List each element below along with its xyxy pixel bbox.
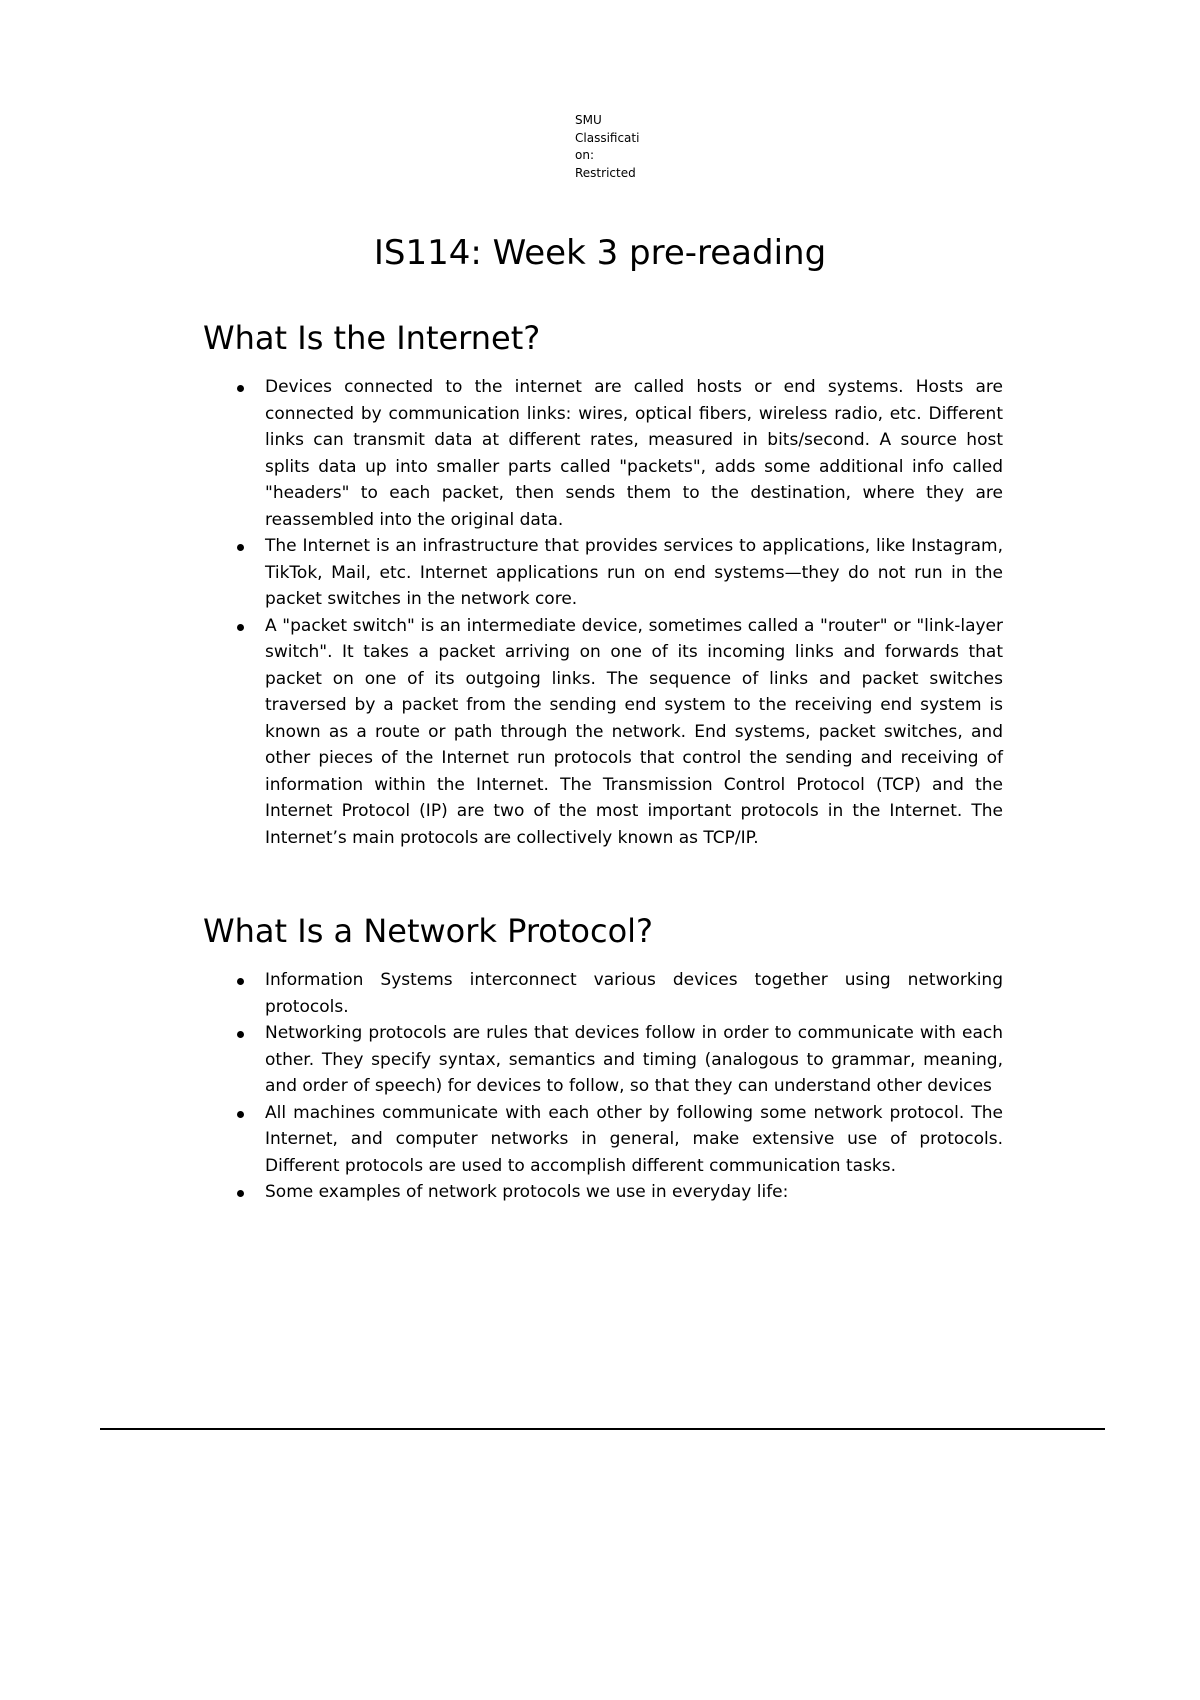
list-item-text: A "packet switch" is an intermediate device, sometimes called a "router" or "link-layer switch". It takes a packet arriving on one of its incoming links and forwards that packet on one of its outgoing links. The sequence of links and packet switches traversed by a packet from the sending end system to the receiving end system is known as a route or path through the network. End systems, packet switches, and other pieces of the Internet run protocols that control the sending and receiving of information within the Internet. The Transmission Control Protocol (TCP) and the Internet Protocol (IP) are two of the most important protocols in the Internet. The Internet’s main protocols are collectively known as TCP/IP. bbox=[265, 615, 1003, 848]
list-item-text: Information Systems interconnect various devices together using networking protocols. bbox=[265, 970, 1003, 1017]
list-item bbox=[237, 1179, 1003, 1206]
list-item-text: The Internet is an infrastructure that provides services to applications, like Instagram, TikTok, Mail, etc. Internet applications run on end systems—they do not run in the packet switches in the network core. bbox=[265, 536, 1003, 609]
classification-line: SMU bbox=[575, 113, 602, 127]
list-item-text: All machines communicate with each other by following some network protocol. The Internet, and computer networks in general, make extensive use of protocols. Different protocols are used to accomplish different communication tasks. bbox=[265, 1102, 1003, 1176]
bullet-icon bbox=[237, 1031, 244, 1038]
classification-label bbox=[575, 112, 645, 182]
classification-line: Restricted bbox=[575, 165, 636, 180]
bullet-icon bbox=[237, 544, 244, 551]
bullet-list-internet bbox=[237, 374, 1003, 851]
list-item bbox=[237, 374, 1003, 533]
list-item-text: Networking protocols are rules that devices follow in order to communicate with each other. They specify syntax, semantics and timing (analogous to grammar, meaning, and order of speech) for devices to follow, so that they can understand other devices bbox=[265, 1023, 1003, 1096]
list-item-text: Devices connected to the internet are called hosts or end systems. Hosts are connected by communication links: wires, optical fibers, wireless radio, etc. Different links can transmit data at different rates, measured in bits/second. A source host splits data up into smaller parts called "packets", adds some additional info called "headers" to each packet, then sends them to the destination, where they are reassembled into the original data. bbox=[265, 377, 1003, 530]
classification-line: on: bbox=[575, 148, 594, 162]
list-item bbox=[237, 1100, 1003, 1180]
bullet-icon bbox=[237, 624, 244, 631]
footer-divider bbox=[100, 1428, 1105, 1430]
list-item bbox=[237, 533, 1003, 613]
bullet-icon bbox=[237, 1190, 244, 1197]
list-item-text: Some examples of network protocols we use in everyday life: bbox=[265, 1182, 789, 1202]
bullet-icon bbox=[237, 1111, 244, 1118]
list-item bbox=[237, 613, 1003, 852]
document-title: IS114: Week 3 pre-reading bbox=[373, 233, 827, 273]
classification-line: Classificati bbox=[575, 130, 640, 145]
list-item bbox=[237, 1020, 1003, 1100]
bullet-list-protocol bbox=[237, 967, 1003, 1206]
bullet-icon bbox=[237, 385, 244, 392]
list-item bbox=[237, 967, 1003, 1020]
section-heading-internet: What Is the Internet? bbox=[203, 319, 541, 357]
section-heading-protocol: What Is a Network Protocol? bbox=[203, 912, 654, 950]
bullet-icon bbox=[237, 978, 244, 985]
